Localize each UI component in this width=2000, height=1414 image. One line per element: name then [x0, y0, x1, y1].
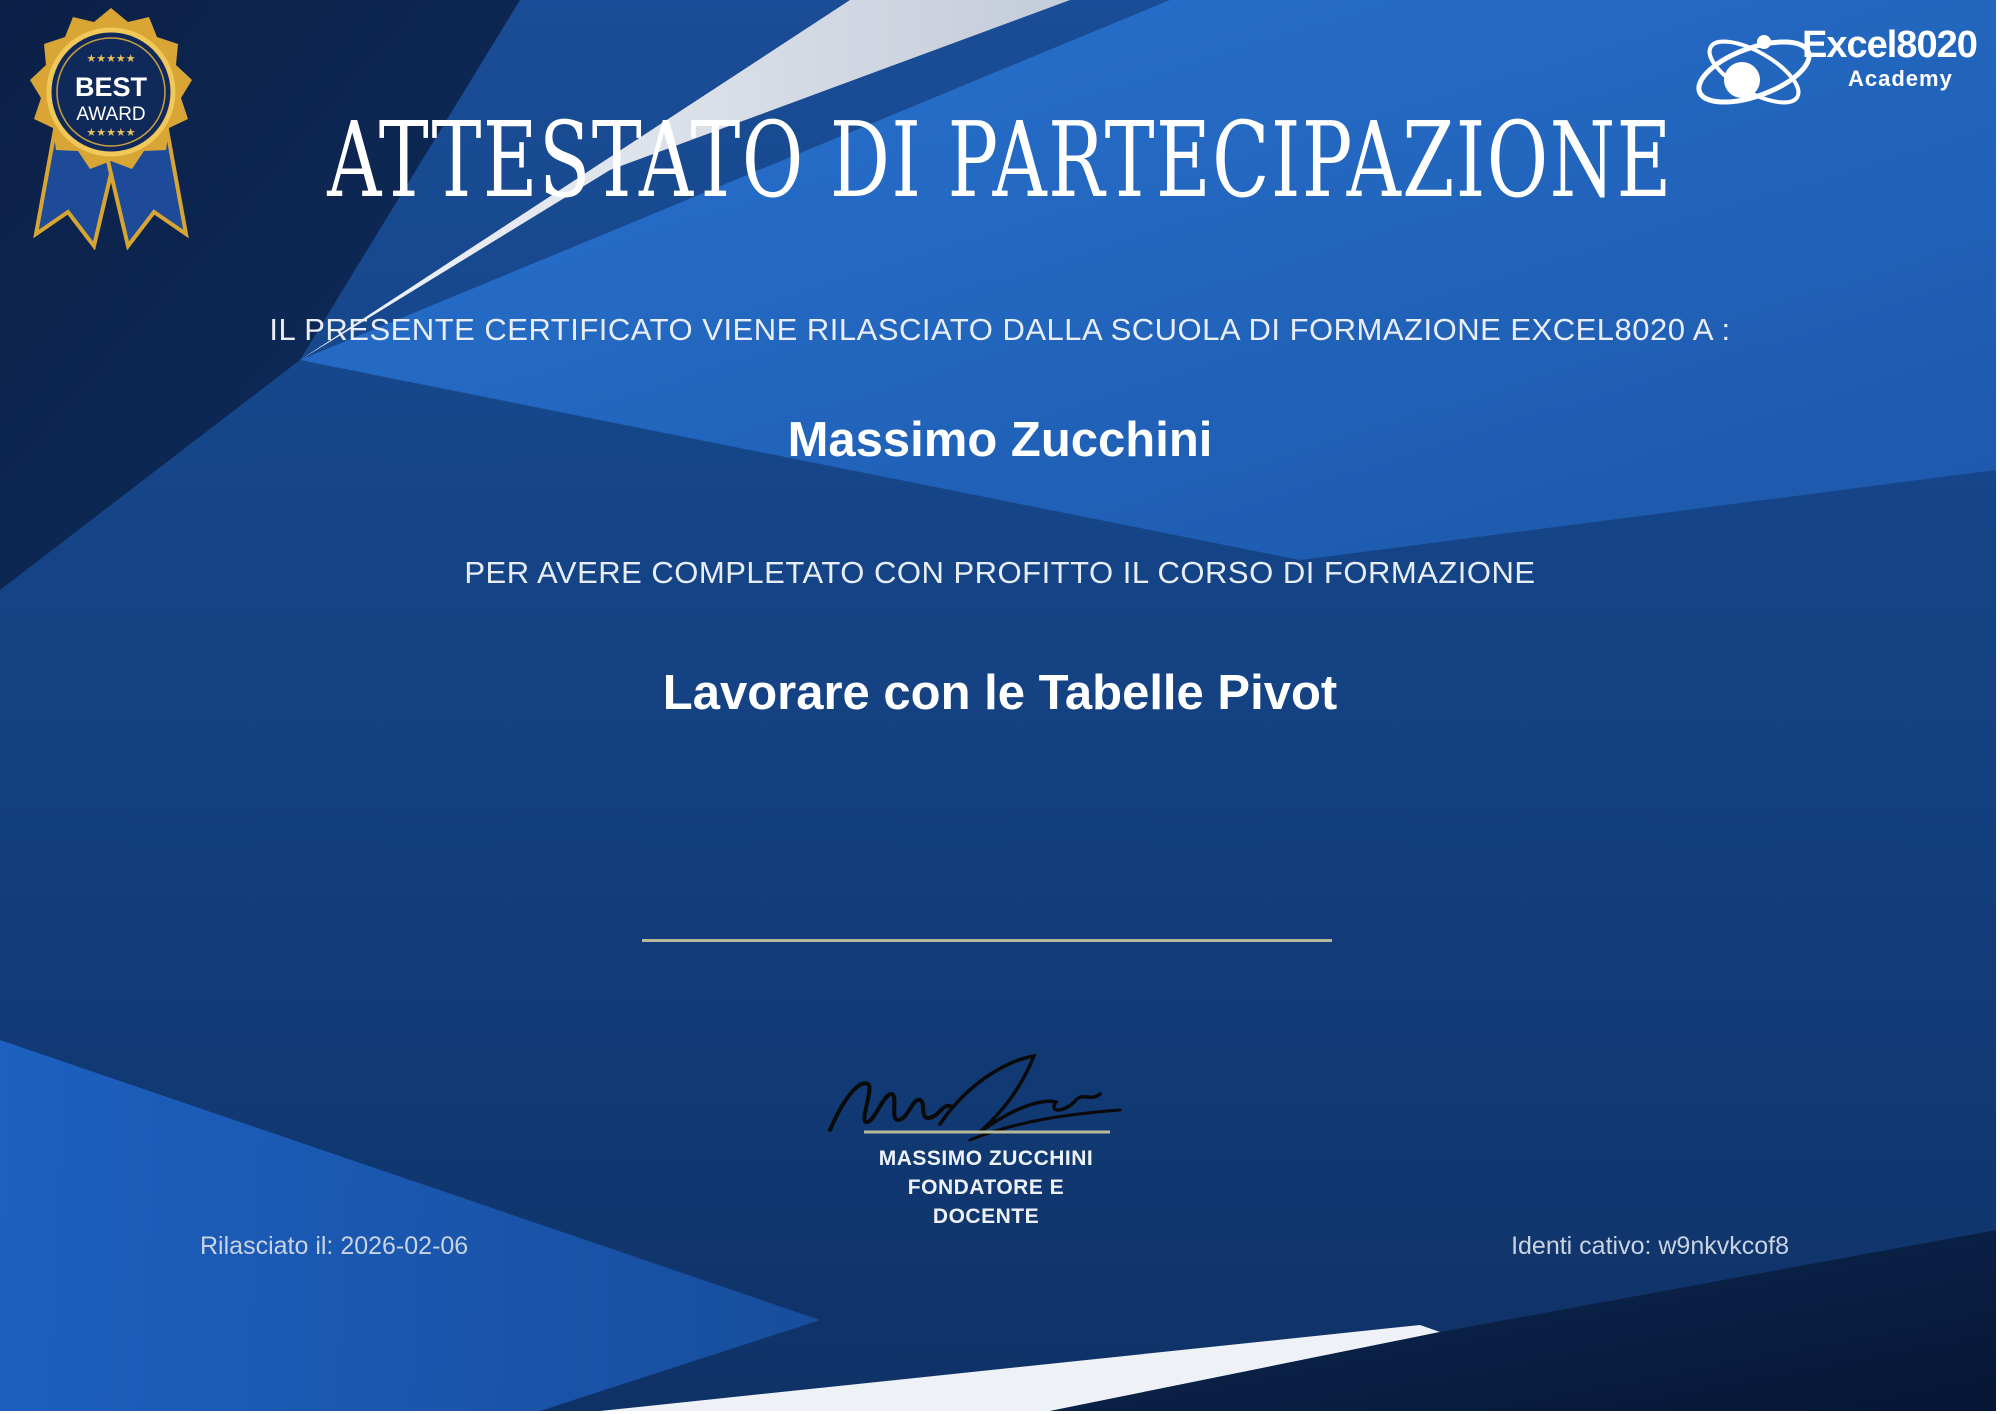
- certificate-intro: IL PRESENTE CERTIFICATO VIENE RILASCIATO DALLA SCUOLA DI FORMAZIONE EXCEL8020 A :: [269, 312, 1731, 347]
- divider-line: [642, 939, 1332, 942]
- completion-statement: PER AVERE COMPLETATO CON PROFITTO IL CORSO DI FORMAZIONE: [464, 555, 1536, 590]
- signer-name: MASSIMO ZUCCHINI: [878, 1147, 1094, 1170]
- academy-logo: [1692, 14, 1982, 124]
- logo-name: Excel8020: [1802, 24, 1977, 66]
- signature-image: [820, 1040, 1160, 1150]
- bg-blue-bottom-left: [0, 1040, 820, 1411]
- svg-text:BEST: BEST: [74, 72, 148, 102]
- signer-block: [786, 1144, 1186, 1231]
- svg-text:★★★★★: ★★★★★: [86, 53, 136, 65]
- logo-subtitle: Academy: [1848, 66, 1953, 91]
- svg-text:★★★★★: ★★★★★: [86, 127, 136, 139]
- signer-role-line1: FONDATORE E: [907, 1176, 1065, 1199]
- certificate-title: ATTESTATO DI PARTECIPAZIONE: [327, 99, 1673, 221]
- signer-role-line2: DOCENTE: [932, 1205, 1040, 1228]
- svg-text:AWARD: AWARD: [76, 104, 146, 125]
- award-badge-icon: [6, 4, 216, 250]
- recipient-name: Massimo Zucchini: [787, 413, 1213, 467]
- issue-date: Rilasciato il: 2026-02-06: [200, 1232, 469, 1260]
- course-name: Lavorare con le Tabelle Pivot: [662, 666, 1338, 720]
- certificate-identifier: Identi cativo: w9nkvkcof8: [1511, 1232, 1789, 1260]
